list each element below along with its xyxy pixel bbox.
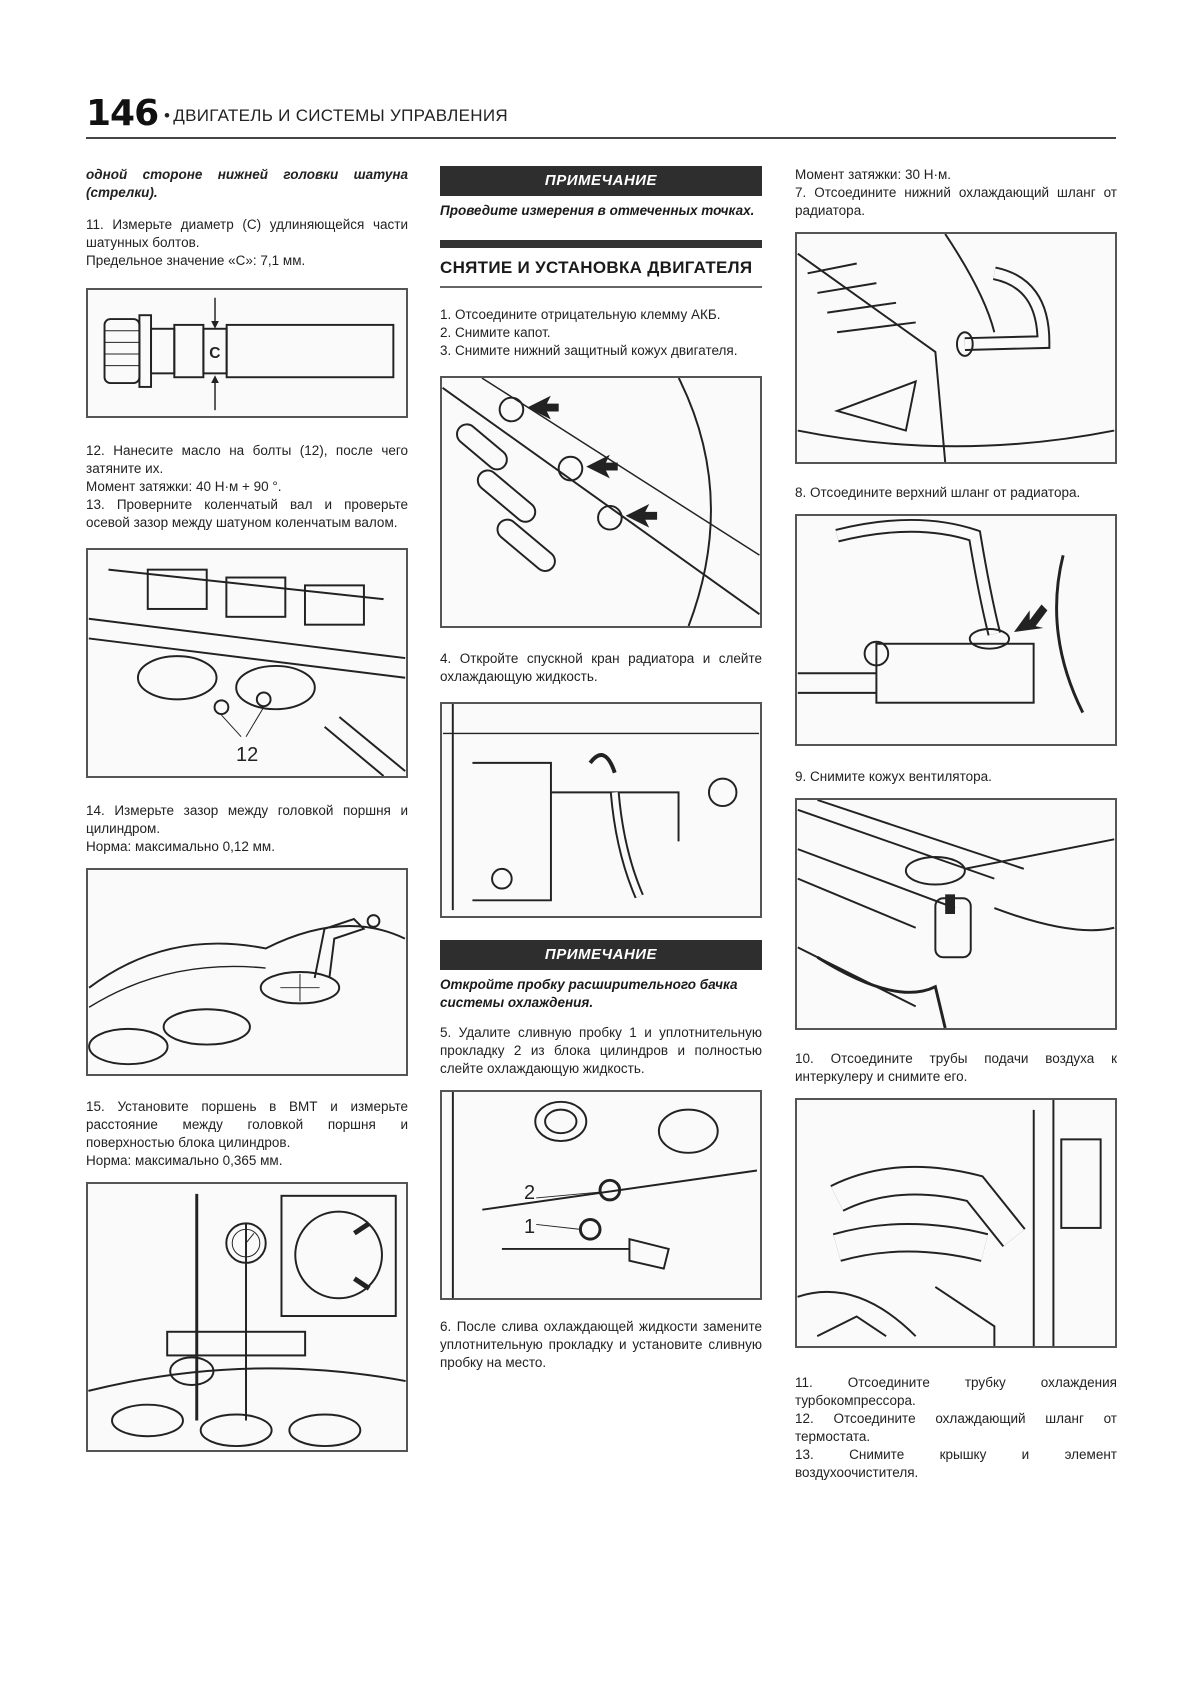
- step-6: 6. После слива охлаждающей жидкости замените уплотнительную прокладку и установите сливную пробку на место.: [440, 1319, 762, 1370]
- step-12: 12. Нанесите масло на болты (12), после чего затяните их.: [86, 443, 408, 476]
- step-13-col3: 13. Снимите крышку и элемент воздухоочистителя.: [795, 1447, 1117, 1480]
- intro-text: одной стороне нижней головки шатуна (стрелки).: [86, 167, 408, 200]
- column-3: [795, 166, 1117, 1482]
- note-text-1: Проведите измерения в отмеченных точках.: [440, 203, 755, 218]
- step-9: 9. Снимите кожух вентилятора.: [795, 769, 992, 784]
- lower-hose-illustration: [797, 234, 1115, 462]
- page-number: 146: [86, 93, 159, 134]
- figure-upper-hose: [795, 514, 1117, 746]
- dial-gauge-illustration: [88, 1184, 406, 1450]
- section-divider-thick: [440, 240, 762, 248]
- note-text-2: Откройте пробку расширительного бачка системы охлаждения.: [440, 977, 738, 1010]
- chapter-title: • ДВИГАТЕЛЬ И СИСТЕМЫ УПРАВЛЕНИЯ: [164, 106, 508, 126]
- figure-intercooler: [795, 1098, 1117, 1348]
- step-5: 5. Удалите сливную пробку 1 и уплотнительную прокладку 2 из блока цилиндров и полностью слейте охлаждающую жидкость.: [440, 1025, 762, 1076]
- step-12-torque: Момент затяжки: 40 Н·м + 90 °.: [86, 479, 282, 494]
- step-3: 3. Снимите нижний защитный кожух двигателя.: [440, 343, 738, 358]
- figure-radiator-drain: [440, 702, 762, 918]
- page-header: [86, 92, 1116, 140]
- step-8: 8. Отсоедините верхний шланг от радиатора.: [795, 485, 1081, 500]
- figure-piston-clearance: [86, 868, 408, 1076]
- arrow-icon: [626, 504, 657, 528]
- figure-fan-shroud: [795, 798, 1117, 1030]
- column-1: [86, 166, 408, 1452]
- figure-lower-hose: [795, 232, 1117, 464]
- section-title: СНЯТИЕ И УСТАНОВКА ДВИГАТЕЛЯ: [440, 258, 753, 277]
- step-14: 14. Измерьте зазор между головкой поршня и цилиндром.: [86, 803, 408, 836]
- step-11-col3: 11. Отсоедините трубку охлаждения турбокомпрессора.: [795, 1375, 1117, 1408]
- note-header-1: ПРИМЕЧАНИЕ: [440, 166, 762, 196]
- bolt-illustration: [88, 290, 406, 416]
- svg-text:C: C: [209, 344, 221, 362]
- step-15-norm: Норма: максимально 0,365 мм.: [86, 1153, 283, 1168]
- step-11: 11. Измерьте диаметр (С) удлиняющейся части шатунных болтов.: [86, 217, 408, 250]
- header-divider: [86, 137, 1116, 139]
- arrow-icon: [586, 455, 617, 479]
- step-14-norm: Норма: максимально 0,12 мм.: [86, 839, 275, 854]
- figure-bolt-diameter: [86, 288, 408, 418]
- fan-shroud-illustration: [797, 800, 1115, 1028]
- figure-piston-height: [86, 1182, 408, 1452]
- step-10: 10. Отсоедините трубы подачи воздуха к интеркулеру и снимите его.: [795, 1051, 1117, 1084]
- figure-drain-plug: [440, 1090, 762, 1300]
- step-1: 1. Отсоедините отрицательную клемму АКБ.: [440, 307, 721, 322]
- intercooler-illustration: [797, 1100, 1115, 1346]
- step-12-col3: 12. Отсоедините охлаждающий шланг от термостата.: [795, 1411, 1117, 1444]
- step-15: 15. Установите поршень в ВМТ и измерьте расстояние между головкой поршня и поверхностью блока цилиндров.: [86, 1099, 408, 1150]
- crankshaft-illustration: [88, 550, 406, 776]
- callout-12: 12: [236, 744, 259, 766]
- figure-crankshaft: [86, 548, 408, 778]
- step-2: 2. Снимите капот.: [440, 325, 551, 340]
- arrow-icon: [527, 396, 558, 420]
- step-11-limit: Предельное значение «С»: 7,1 мм.: [86, 253, 306, 268]
- figure-under-cover: [440, 376, 762, 628]
- callout-1: 1: [524, 1216, 536, 1238]
- column-2: [440, 166, 762, 1372]
- cylinder-block-illustration: [88, 870, 406, 1074]
- callout-2: 2: [524, 1182, 536, 1204]
- torque-spec: Момент затяжки: 30 Н·м.: [795, 167, 952, 182]
- arrow-icon: [1014, 604, 1047, 632]
- step-4: 4. Откройте спускной кран радиатора и слейте охлаждающую жидкость.: [440, 651, 762, 684]
- step-13: 13. Проверните коленчатый вал и проверьте осевой зазор между шатуном коленчатым валом.: [86, 497, 408, 530]
- drain-plug-illustration: [442, 1092, 760, 1298]
- under-cover-illustration: [442, 378, 760, 626]
- note-header-2: ПРИМЕЧАНИЕ: [440, 940, 762, 970]
- upper-hose-illustration: [797, 516, 1115, 744]
- step-7: 7. Отсоедините нижний охлаждающий шланг от радиатора.: [795, 185, 1117, 218]
- radiator-drain-illustration: [442, 704, 760, 916]
